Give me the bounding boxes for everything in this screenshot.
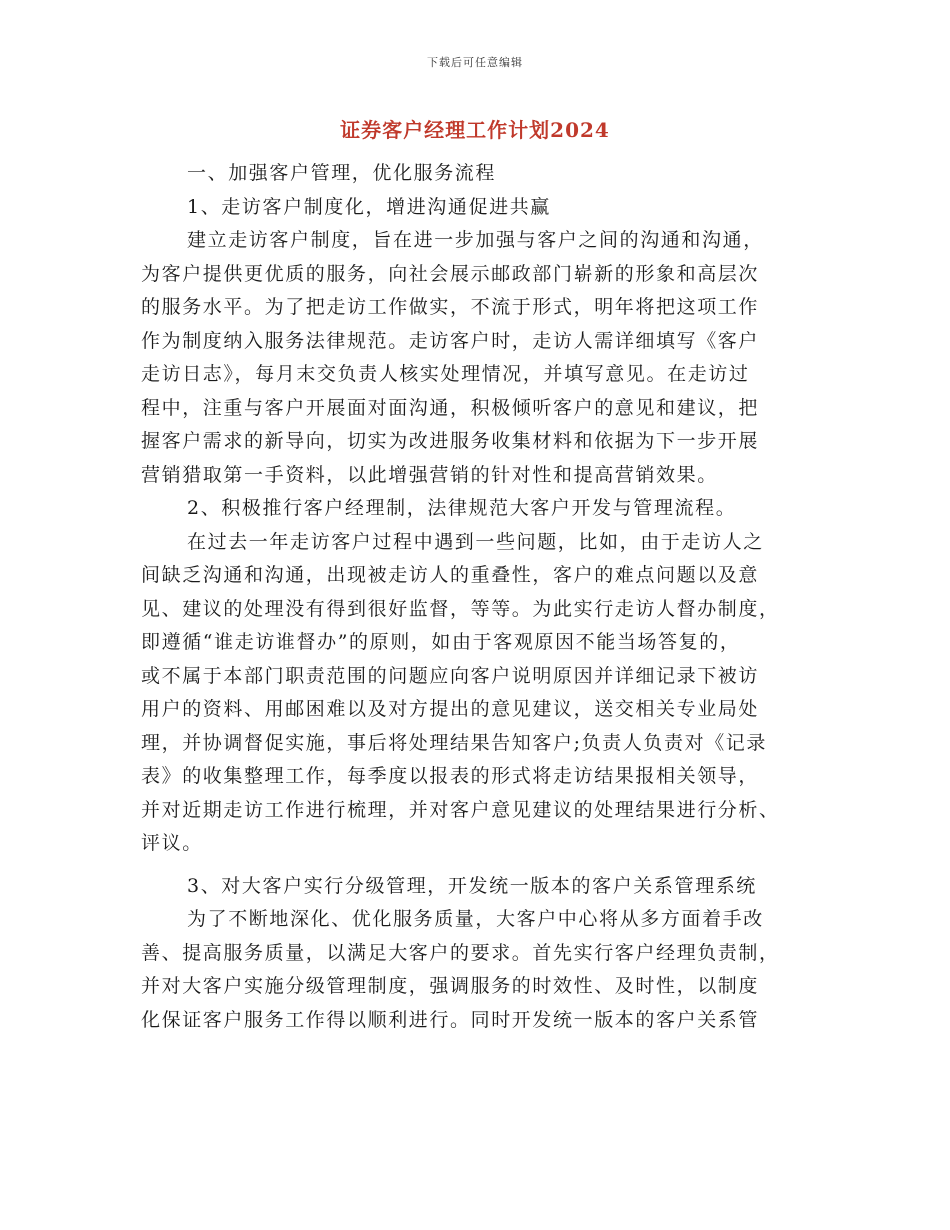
paragraph-line: 程中，注重与客户开展面对面沟通，积极倾听客户的意见和建议，把 [141,396,760,419]
section-heading-line: 一、加强客户管理，优化服务流程 [187,162,497,184]
paragraph-line: 在过去一年走访客户过程中遇到一些问题，比如，由于走访人之 [187,530,764,553]
paragraph-line: 用户的资料、用邮困难以及对方提出的意见建议，送交相关专业局处 [141,698,760,720]
paragraph-line: 评议。 [141,832,203,854]
paragraph-line: 见、建议的处理没有得到很好监督，等等。为此实行走访人督办制度， [141,597,780,620]
paragraph-line: 善、提高服务质量，以满足大客户的要求。首先实行客户经理负责制， [141,941,780,964]
document-body [141,157,809,1037]
paragraph-line: 间缺乏沟通和沟通，出现被走访人的重叠性，客户的难点问题以及意 [141,564,760,586]
paragraph-gap [141,861,809,870]
document-title: 证券客户经理工作计划2024 [340,118,610,142]
header-note: 下载后可任意编辑 [427,56,523,69]
paragraph-line: 营销猎取第一手资料，以此增强营销的针对性和提高营销效果。 [141,463,718,486]
paragraph-line: 理，并协调督促实施，事后将处理结果告知客户;负责人负责对《记录 [141,731,768,754]
paragraph-line: 的服务水平。为了把走访工作做实，不流于形式，明年将把这项工作 [141,296,760,318]
paragraph-line: 走访日志》，每月末交负责人核实处理情况，并填写意见。在走访过 [141,363,750,385]
paragraph-line: 为了不断地深化、优化服务质量，大客户中心将从多方面着手改 [187,908,764,930]
paragraph-line: 为客户提供更优质的服务，向社会展示邮政部门崭新的形象和高层次 [141,262,760,285]
section-heading-line: 1、走访客户制度化，增进沟通促进共赢 [187,195,551,218]
paragraph-line: 化保证客户服务工作得以顺利进行。同时开发统一版本的客户关系管 [141,1008,760,1031]
paragraph-line: 握客户需求的新导向，切实为改进服务收集材料和依据为下一步开展 [141,430,760,452]
paragraph-line: 作为制度纳入服务法律规范。走访客户时，走访人需详细填写《客户 [141,329,760,352]
paragraph-line: 表》的收集整理工作，每季度以报表的形式将走访结果报相关领导， [141,765,760,787]
paragraph-line: 或不属于本部门职责范围的问题应向客户说明原因并详细记录下被访 [141,664,760,687]
paragraph-line: 建立走访客户制度，旨在进一步加强与客户之间的沟通和沟通， [187,229,764,251]
paragraph-line: 并对近期走访工作进行梳理，并对客户意见建议的处理结果进行分析、 [141,798,780,821]
paragraph-line: 即遵循“谁走访谁督办”的原则，如由于客观原因不能当场答复的， [141,631,741,653]
paragraph-line: 并对大客户实施分级管理制度，强调服务的时效性、及时性，以制度 [141,975,760,997]
section-heading-line: 3、对大客户实行分级管理，开发统一版本的客户关系管理系统 [187,874,757,897]
section-heading-line: 2、积极推行客户经理制，法律规范大客户开发与管理流程。 [187,497,737,519]
